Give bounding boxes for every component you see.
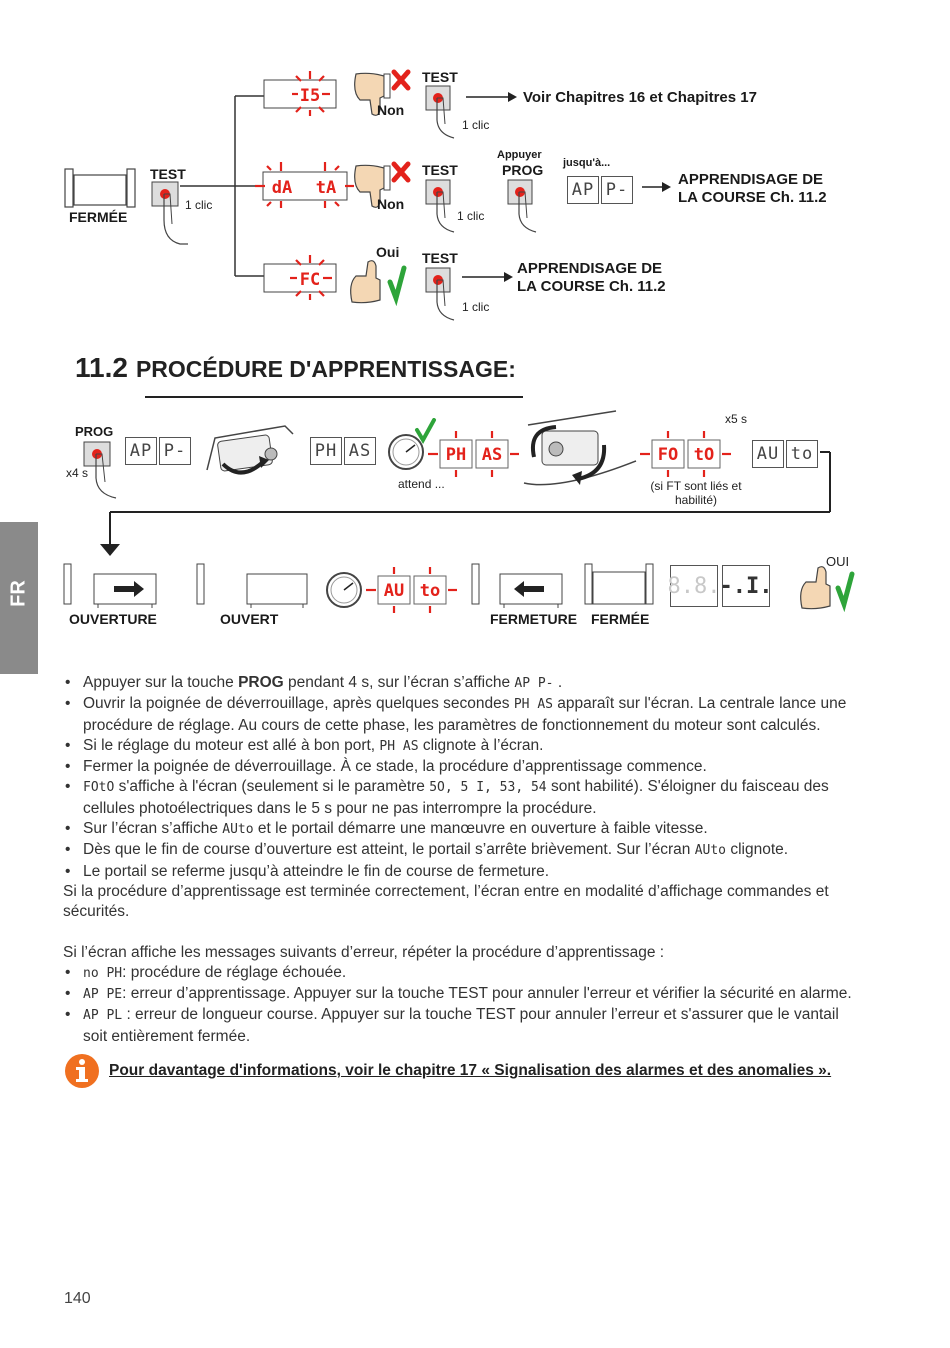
flash-display-fc [262,254,342,300]
error-text: : erreur de longueur course. Appuyer sur la touche TEST pour annuler l’erreur et s'assurer que le vantail soit entièrement fermée. [83,1006,839,1045]
list-item [63,757,858,777]
display-ap-left: AP [567,176,599,204]
gate-opening-icon [62,562,162,608]
fermee-label: FERMÉE [591,611,650,627]
branch3-click: 1 clic [462,300,490,314]
svg-text:FC: FC [299,270,321,290]
paragraph-success: Si la procédure d’apprentissage est terminée correctement, l’écran entre en modalité d’affichage commandes et sécurités. [63,882,829,921]
branch1-arrow [466,90,518,104]
display-code: AP P- [514,676,554,691]
prog-button-icon[interactable] [506,178,546,234]
error-code: AP PL [83,1008,123,1024]
info-icon [64,1053,100,1089]
flash-foto-right: tO [693,445,715,465]
mid-display-ap-right: P- [159,437,191,465]
display-code: AUto [694,843,727,859]
mid-display-auto-left: AU [752,440,784,468]
bullet-text: clignote à l’écran. [418,736,544,754]
mid-display-phas-right: AS [344,437,376,465]
spacer [63,923,858,943]
display-code: 5O, 5 I, 53, 54 [429,780,547,796]
branch1-test-button-icon[interactable] [424,84,464,140]
bullet-text: Si le réglage du moteur est allé à bon port, [83,736,380,754]
svg-text:tA: tA [315,178,337,198]
foto-note-line2: habilité) [674,493,718,507]
branch3-test-label: TEST [422,250,458,266]
error-code: AP PE [83,987,123,1003]
list-item [63,819,858,840]
bullet-text: . [553,674,563,691]
bullet-text: Fermer la poignée de déverrouillage. À ce stade, la procédure d’apprentissage commence. [83,758,707,776]
error-text: : procédure de réglage échouée. [122,963,347,981]
branch2-prog-label: PROG [502,162,544,178]
branch2-result-2: LA COURSE Ch. 11.2 [678,189,827,206]
oui-label: OUI [826,554,850,569]
times4-label: x4 s [66,466,89,480]
bullet-text: Dès que le fin de course d’ouverture est atteint, le portail s’arrête brièvement. Sur l’écran [83,841,695,859]
foto-note-line1: (si FT sont liés et [650,479,742,493]
paragraph-errors: Si l’écran affiche les messages suivants d’erreur, répéter la procédure d’apprentissage : [63,943,665,961]
flash-phas-right: AS [481,445,503,465]
flash-display-i5 [262,70,342,116]
branch2-click: 1 clic [457,209,485,223]
end-display-left: 8.8. [670,565,718,607]
wait-label: attend ... [398,477,445,491]
ouverture-label: OUVERTURE [69,611,157,627]
bullet-text: Sur l’écran s’affiche [83,820,223,838]
instructions-list [63,673,858,1047]
display-code: FOtO [83,780,115,796]
gate-open-icon [195,562,313,608]
mid-display-ap-left: AP [125,437,157,465]
flash-phas-left: PH [445,445,467,465]
branch3-result-1: APPRENDISAGE DE [517,260,663,277]
bullet-text: et le portail démarre une manœuvre en ouverture à faible vitesse. [253,820,708,838]
bullet-bold: PROG [238,674,284,691]
list-item [63,736,858,757]
bullet-text: pendant 4 s, sur l’écran s’affiche [283,674,515,691]
prog-label: PROG [75,424,114,439]
error-item [63,963,858,984]
list-item [63,862,858,882]
branch2-arrow [642,180,672,194]
mid-display-phas-left: PH [310,437,342,465]
gate-closed-icon [64,165,136,209]
bullet-text: clignote. [726,841,789,859]
svg-text:I5: I5 [299,86,321,106]
branch2-result-1: APPRENDISAGE DE [678,171,824,188]
display-code: PH AS [379,738,419,754]
error-item [63,1005,858,1047]
branch3-result-2: LA COURSE Ch. 11.2 [517,278,666,295]
display-ap [567,176,633,204]
error-item [63,984,858,1005]
branch3-answer: Oui [376,244,400,260]
list-item [63,777,858,819]
branch1-click: 1 clic [462,118,490,132]
bullet-text: apparaît sur l'écran. La centrale lance une procédure de réglage. Au cours de cette phase, les paramètres de fonctionnement du moteur sont calculés. [83,695,847,734]
heading-underline [145,396,523,398]
branch2-test-button-icon[interactable] [424,178,464,234]
branch1-test-label: TEST [422,69,458,85]
thumbs-up-icon [346,258,408,306]
list-item [63,840,858,861]
section-heading [75,352,516,384]
bullet-text: sont habilité). S'éloigner du faisceau des cellules photoélectriques dans le 5 s pour ne pas interrompre la procédure. [83,778,829,817]
flash-display-data [255,160,355,210]
error-code: no PH [83,965,123,981]
one-click-label: 1 clic [185,198,213,212]
times5-label: x5 s [725,412,748,426]
thumbs-up-icon-2 [796,562,858,612]
flash-auto-left: AU [383,581,405,601]
display-ap-right: P- [601,176,633,204]
gate-closing-icon [470,562,570,608]
flash-display-auto [366,566,458,614]
mid-display-auto-right: to [786,440,818,468]
return-connector [100,448,840,558]
clock-icon-2 [324,570,364,610]
info-note-link[interactable]: Pour davantage d'informations, voir le chapitre 17 « Signalisation des alarmes et des anomalies ». [109,1062,832,1079]
section-title: PROCÉDURE D'APPRENTISSAGE: [135,356,516,382]
fermeture-label: FERMETURE [490,611,578,627]
ouvert-label: OUVERT [220,611,279,627]
error-text: : erreur d’apprentissage. Appuyer sur la touche TEST pour annuler l'erreur et vérifier la sécurité en alarme. [122,985,852,1003]
flash-auto-right: to [419,581,441,601]
gate-closed-icon-2 [584,562,656,608]
branch3-arrow [462,270,514,284]
bullet-text: Le portail se referme jusqu’à atteindre le fin de course de fermeture. [83,862,550,880]
test-label: TEST [150,166,186,182]
flash-foto-left: FO [657,445,679,465]
branch2-until-label: jusqu'à... [563,157,611,169]
branch2-answer: Non [377,196,405,212]
branch3-test-button-icon[interactable] [424,266,464,322]
end-display-right: -.I. [722,565,770,607]
end-display [667,565,773,607]
list-item [63,694,858,736]
language-tab-label: FR [7,580,30,607]
language-tab [0,522,38,674]
svg-text:dA: dA [271,178,293,198]
page-number: 140 [64,1290,91,1307]
display-code: PH AS [513,697,553,713]
display-code: AUto [222,822,254,838]
bullet-text: Appuyer sur la touche [83,674,239,691]
list-item [63,673,858,694]
bullet-text: Ouvrir la poignée de déverrouillage, après quelques secondes [83,695,514,713]
branch1-result: Voir Chapitres 16 et Chapitres 17 [523,89,757,106]
start-label: FERMÉE [69,209,128,225]
bullet-text: s'affiche à l'écran (seulement si le paramètre [114,778,430,796]
branch2-test-label: TEST [422,162,458,178]
branch1-answer: Non [377,102,405,118]
branch2-press-label: Appuyer [497,149,542,161]
section-number: 11.2 [75,352,128,383]
